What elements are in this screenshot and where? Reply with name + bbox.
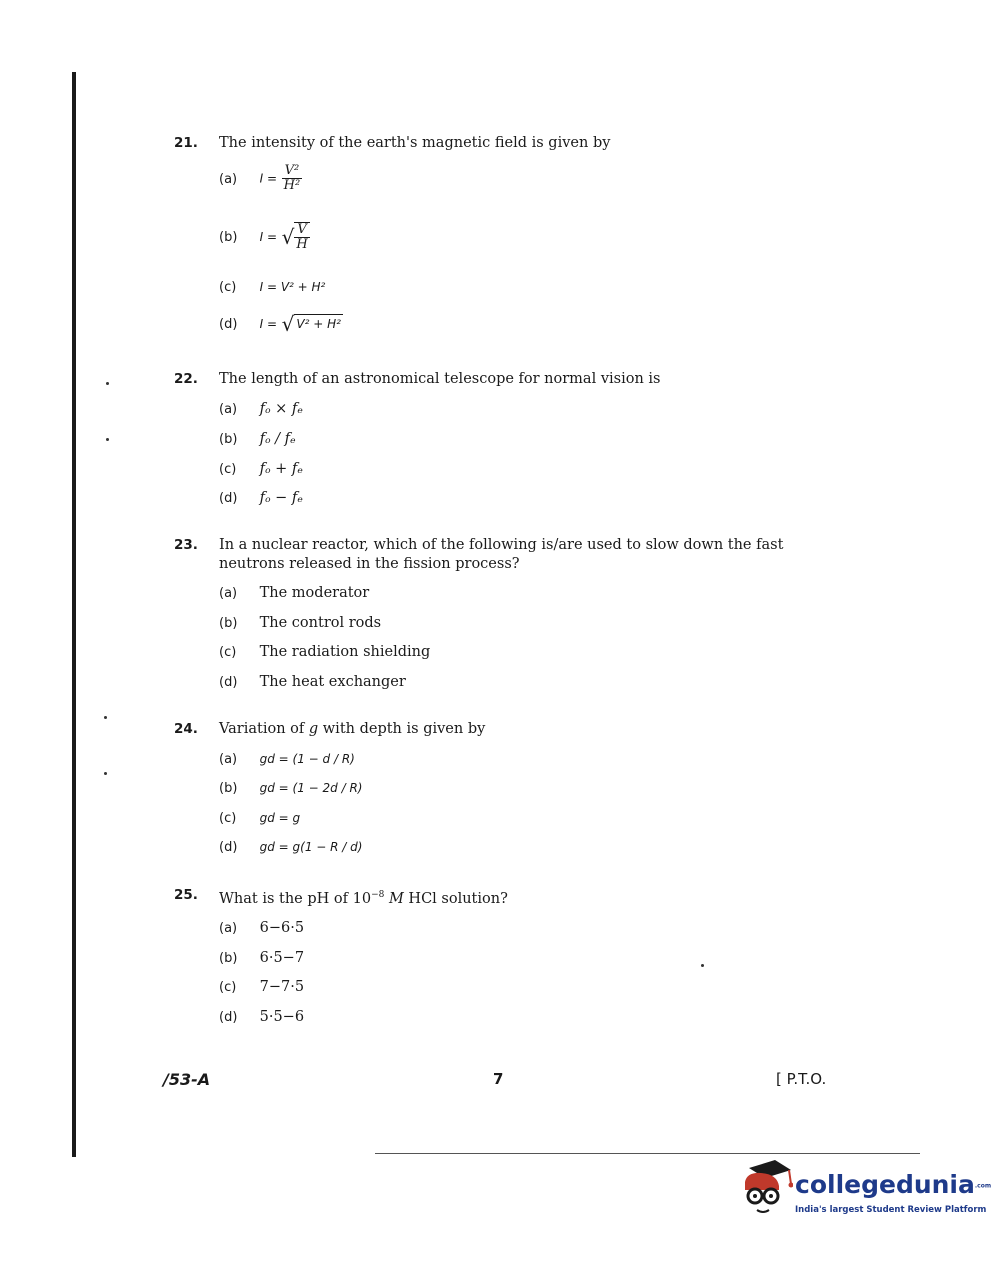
question-number: 24. — [174, 721, 198, 737]
footer-rule — [375, 1153, 920, 1154]
question-variable: g — [308, 721, 319, 737]
question-variable: M — [388, 890, 404, 907]
option-b — [219, 614, 381, 633]
scan-speck — [106, 382, 109, 385]
question-text-start: Variation of — [219, 721, 309, 737]
question-22 — [174, 370, 854, 510]
scan-speck — [104, 772, 107, 775]
option-label: (b) — [219, 781, 238, 796]
please-turn-over: [ P.T.O. — [776, 1070, 827, 1088]
option-label: (c) — [219, 462, 237, 477]
option-c — [219, 643, 430, 662]
option-text: 7−7·5 — [259, 979, 305, 995]
radical-sign: √ — [281, 225, 295, 249]
option-expression: fₒ × fₑ — [259, 401, 303, 417]
option-label: (b) — [219, 951, 238, 966]
question-24 — [174, 720, 854, 860]
option-c — [219, 809, 300, 828]
option-b — [219, 222, 310, 252]
fraction-numerator: V² — [284, 163, 300, 178]
logo-tagline: India's largest Student Review Platform — [795, 1205, 987, 1215]
question-text-end: HCl solution? — [403, 890, 508, 907]
option-lhs: I = — [259, 171, 278, 186]
fraction-denominator: H — [296, 237, 308, 252]
option-c — [219, 278, 325, 297]
option-expression: gd = (1 − d / R) — [259, 752, 355, 766]
logo-domain: .com — [974, 1182, 992, 1190]
option-label: (c) — [219, 645, 237, 660]
option-text: The radiation shielding — [259, 644, 431, 660]
question-text — [219, 720, 854, 739]
option-expression: gd = (1 − 2d / R) — [259, 781, 363, 795]
exponent: −8 — [371, 890, 385, 900]
scan-speck — [104, 716, 107, 719]
option-c — [219, 978, 304, 997]
option-b — [219, 430, 296, 449]
option-text: 5·5−6 — [259, 1009, 305, 1025]
option-a — [219, 919, 304, 938]
option-lhs: I = — [259, 317, 278, 331]
option-c — [219, 460, 303, 479]
option-d — [219, 838, 362, 857]
option-label: (a) — [219, 171, 238, 187]
question-text-end: with depth is given by — [318, 721, 486, 737]
radicand: V² + H² — [294, 314, 343, 334]
option-d — [219, 489, 303, 508]
question-number: 25. — [174, 887, 198, 903]
option-label: (a) — [219, 402, 238, 417]
option-b — [219, 949, 304, 968]
question-text — [219, 886, 854, 909]
option-a — [219, 400, 303, 419]
option-label: (d) — [219, 675, 238, 690]
option-text: The control rods — [259, 615, 382, 631]
question-21 — [174, 134, 854, 334]
fraction-denominator: H² — [283, 178, 301, 193]
option-a — [219, 750, 355, 769]
question-text: The intensity of the earth's magnetic field is given by — [219, 135, 611, 151]
question-number: 21. — [174, 135, 198, 151]
question-25 — [174, 886, 854, 1036]
option-expression: fₒ / fₑ — [259, 431, 296, 447]
option-expression: fₒ − fₑ — [259, 490, 303, 506]
page-binding-edge — [72, 72, 76, 1157]
option-text: The heat exchanger — [259, 674, 406, 690]
paper-code: /53-A — [163, 1070, 211, 1089]
option-a — [219, 164, 302, 193]
option-label: (d) — [219, 317, 238, 332]
option-label: (b) — [219, 432, 238, 447]
option-label: (a) — [219, 921, 238, 936]
question-text: In a nuclear reactor, which of the following is/are used to slow down the fast neutrons released in the fission process? — [219, 537, 784, 572]
option-label: (c) — [219, 980, 237, 995]
collegedunia-logo[interactable] — [735, 1160, 992, 1220]
fraction — [282, 164, 303, 193]
option-label: (a) — [219, 752, 238, 767]
option-d — [219, 673, 406, 692]
option-label: (d) — [219, 840, 238, 855]
question-text: The length of an astronomical telescope for normal vision is — [219, 371, 661, 387]
fraction — [294, 222, 309, 252]
option-b — [219, 779, 362, 798]
fraction-numerator: V — [297, 222, 307, 237]
logo-name-text: collegedunia — [795, 1170, 975, 1199]
option-expression: gd = g(1 − R / d) — [259, 840, 363, 854]
option-label: (a) — [219, 586, 238, 601]
option-label: (d) — [219, 1010, 238, 1025]
option-text: 6·5−7 — [259, 950, 305, 966]
option-expression: I = V² + H² — [259, 280, 326, 294]
option-expression: fₒ + fₑ — [259, 461, 303, 477]
square-root — [282, 314, 343, 334]
mascot-icon — [735, 1160, 793, 1220]
option-text: 6−6·5 — [259, 920, 305, 936]
option-label: (b) — [219, 230, 238, 245]
question-text-start: What is the pH of 10 — [219, 890, 372, 907]
question-number: 23. — [174, 537, 198, 553]
scan-speck — [106, 438, 109, 441]
option-label: (c) — [219, 811, 237, 826]
question-number: 22. — [174, 371, 198, 387]
option-d — [219, 314, 343, 334]
radical-sign: √ — [281, 312, 295, 336]
option-d — [219, 1008, 304, 1027]
square-root — [282, 222, 310, 252]
logo-wordmark — [795, 1170, 991, 1199]
question-23 — [174, 536, 854, 696]
page-number: 7 — [493, 1070, 504, 1088]
option-text: The moderator — [259, 585, 370, 601]
option-lhs: I = — [259, 230, 278, 244]
option-a — [219, 584, 369, 603]
option-label: (c) — [219, 280, 237, 295]
option-label: (d) — [219, 491, 238, 506]
option-label: (b) — [219, 616, 238, 631]
option-expression: gd = g — [259, 811, 301, 825]
